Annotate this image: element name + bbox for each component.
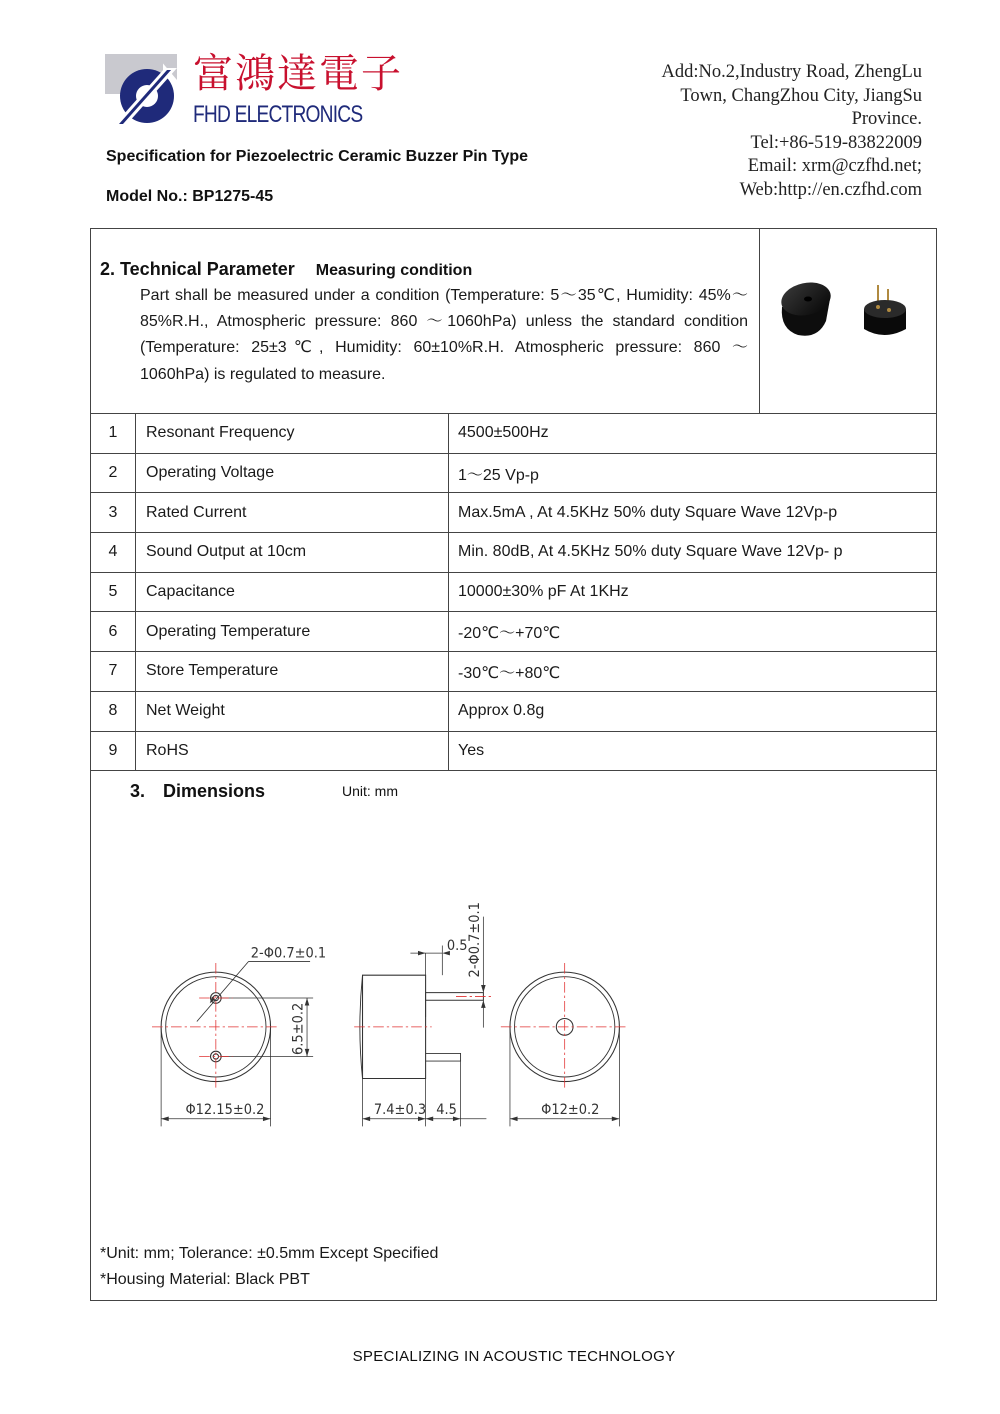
parameter-table (91, 413, 936, 771)
web-line: Web:http://en.czfhd.com (739, 179, 922, 200)
parameter-value: Approx 0.8g (449, 691, 937, 731)
bottom-dia-label: Φ12±0.2 (541, 1102, 600, 1119)
parameter-value: 4500±500Hz (449, 414, 937, 454)
pin-dia-leader (197, 961, 249, 1021)
row-number: 9 (91, 731, 136, 771)
pin-spacing-label: 6.5±0.2 (290, 1002, 307, 1055)
company-name-en: FHD ELECTRONICS (193, 101, 363, 128)
parameter-name: Rated Current (136, 493, 449, 533)
parameter-value: Yes (449, 731, 937, 771)
parameter-name: Sound Output at 10cm (136, 533, 449, 573)
row-number: 8 (91, 691, 136, 731)
parameter-name: Store Temperature (136, 652, 449, 692)
phone-line: Tel:+86-519-83822009 (750, 132, 922, 153)
row-number: 1 (91, 414, 136, 454)
parameter-value: Min. 80dB, At 4.5KHz 50% duty Square Wave 12Vp- p (449, 533, 937, 573)
section-heading (100, 259, 472, 280)
outer-dia-label: Φ12.15±0.2 (185, 1102, 265, 1119)
spec-title: Specification for Piezoelectric Ceramic Buzzer Pin Type (106, 148, 529, 165)
product-photo (759, 229, 937, 413)
model-number: Model No.: BP1275-45 (106, 188, 274, 205)
parameter-name: Resonant Frequency (136, 414, 449, 454)
table-row (91, 652, 936, 692)
height-label: 7.4±0.3 (373, 1102, 427, 1119)
dimensions-title: Dimensions (163, 781, 266, 801)
table-row (91, 612, 936, 652)
side-pin-dia-label: 2-Φ0.7±0.1 (466, 902, 483, 978)
parameter-name: RoHS (136, 731, 449, 771)
pin-length-label: 4.5 (436, 1102, 457, 1119)
row-number: 4 (91, 533, 136, 573)
section-number: 3. (130, 781, 146, 801)
table-row (91, 572, 936, 612)
row-number: 6 (91, 612, 136, 652)
table-row (91, 414, 936, 454)
technical-parameter-section (91, 229, 759, 413)
measuring-condition-text: Part shall be measured under a condition (Temperature: 5～35℃, Humidity: 45%～85%R.H., Atmospheric pressure: 860 ～1060hPa) unless the standard condition (Temperature: 25±3℃, Humidity: 60±10%R.H. Atmospheric pressure: 860 ～1060hPa) is regulated to measure. (140, 287, 749, 383)
parameter-value: -30℃～+80℃ (449, 652, 937, 692)
row-number: 5 (91, 572, 136, 612)
address-line: Province. (851, 109, 922, 129)
side-pin-top (426, 993, 484, 1017)
dimensions-unit: Unit: mm (342, 783, 398, 799)
table-row (91, 453, 936, 493)
table-row (91, 493, 936, 533)
parameter-name: Net Weight (136, 691, 449, 731)
measuring-condition-heading: Measuring condition (315, 262, 473, 279)
row-number: 7 (91, 652, 136, 692)
side-pin-bottom (426, 1053, 461, 1061)
material-note: *Housing Material: Black PBT (100, 1271, 310, 1288)
dimensions-heading (130, 781, 265, 802)
parameter-name: Operating Temperature (136, 612, 449, 652)
page-footer: SPECIALIZING IN ACOUSTIC TECHNOLOGY (352, 1348, 676, 1365)
arrowheads (161, 951, 619, 1121)
center-lines (152, 963, 629, 1090)
address-line: Town, ChangZhou City, JiangSu (680, 85, 922, 106)
table-row (91, 731, 936, 771)
row-number: 2 (91, 453, 136, 493)
lead-offset-label: 0.5 (446, 938, 468, 955)
parameter-value: 1～25 Vp-p (449, 453, 937, 493)
tolerance-note: *Unit: mm; Tolerance: ±0.5mm Except Specified (100, 1245, 439, 1262)
parameter-value: -20℃～+70℃ (449, 612, 937, 652)
table-row (91, 691, 936, 731)
fhd-logo-icon (105, 50, 195, 132)
company-address (602, 61, 922, 202)
parameter-name: Operating Voltage (136, 453, 449, 493)
parameter-value: Max.5mA , At 4.5KHz 50% duty Square Wave 12Vp-p (449, 493, 937, 533)
table-row (91, 533, 936, 573)
buzzer-photo-icon (760, 229, 937, 413)
dimension-drawing (0, 870, 760, 1170)
company-name-cn: 富鴻達電子 (193, 51, 403, 97)
technical-heading: 2. Technical Parameter (100, 259, 295, 279)
pin-dia-label: 2-Φ0.7±0.1 (250, 945, 327, 962)
parameter-name: Capacitance (136, 572, 449, 612)
parameter-value: 10000±30% pF At 1KHz (449, 572, 937, 612)
address-line: Add:No.2,Industry Road, ZhengLu (661, 62, 922, 82)
row-number: 3 (91, 493, 136, 533)
email-line: Email: xrm@czfhd.net; (747, 156, 922, 176)
